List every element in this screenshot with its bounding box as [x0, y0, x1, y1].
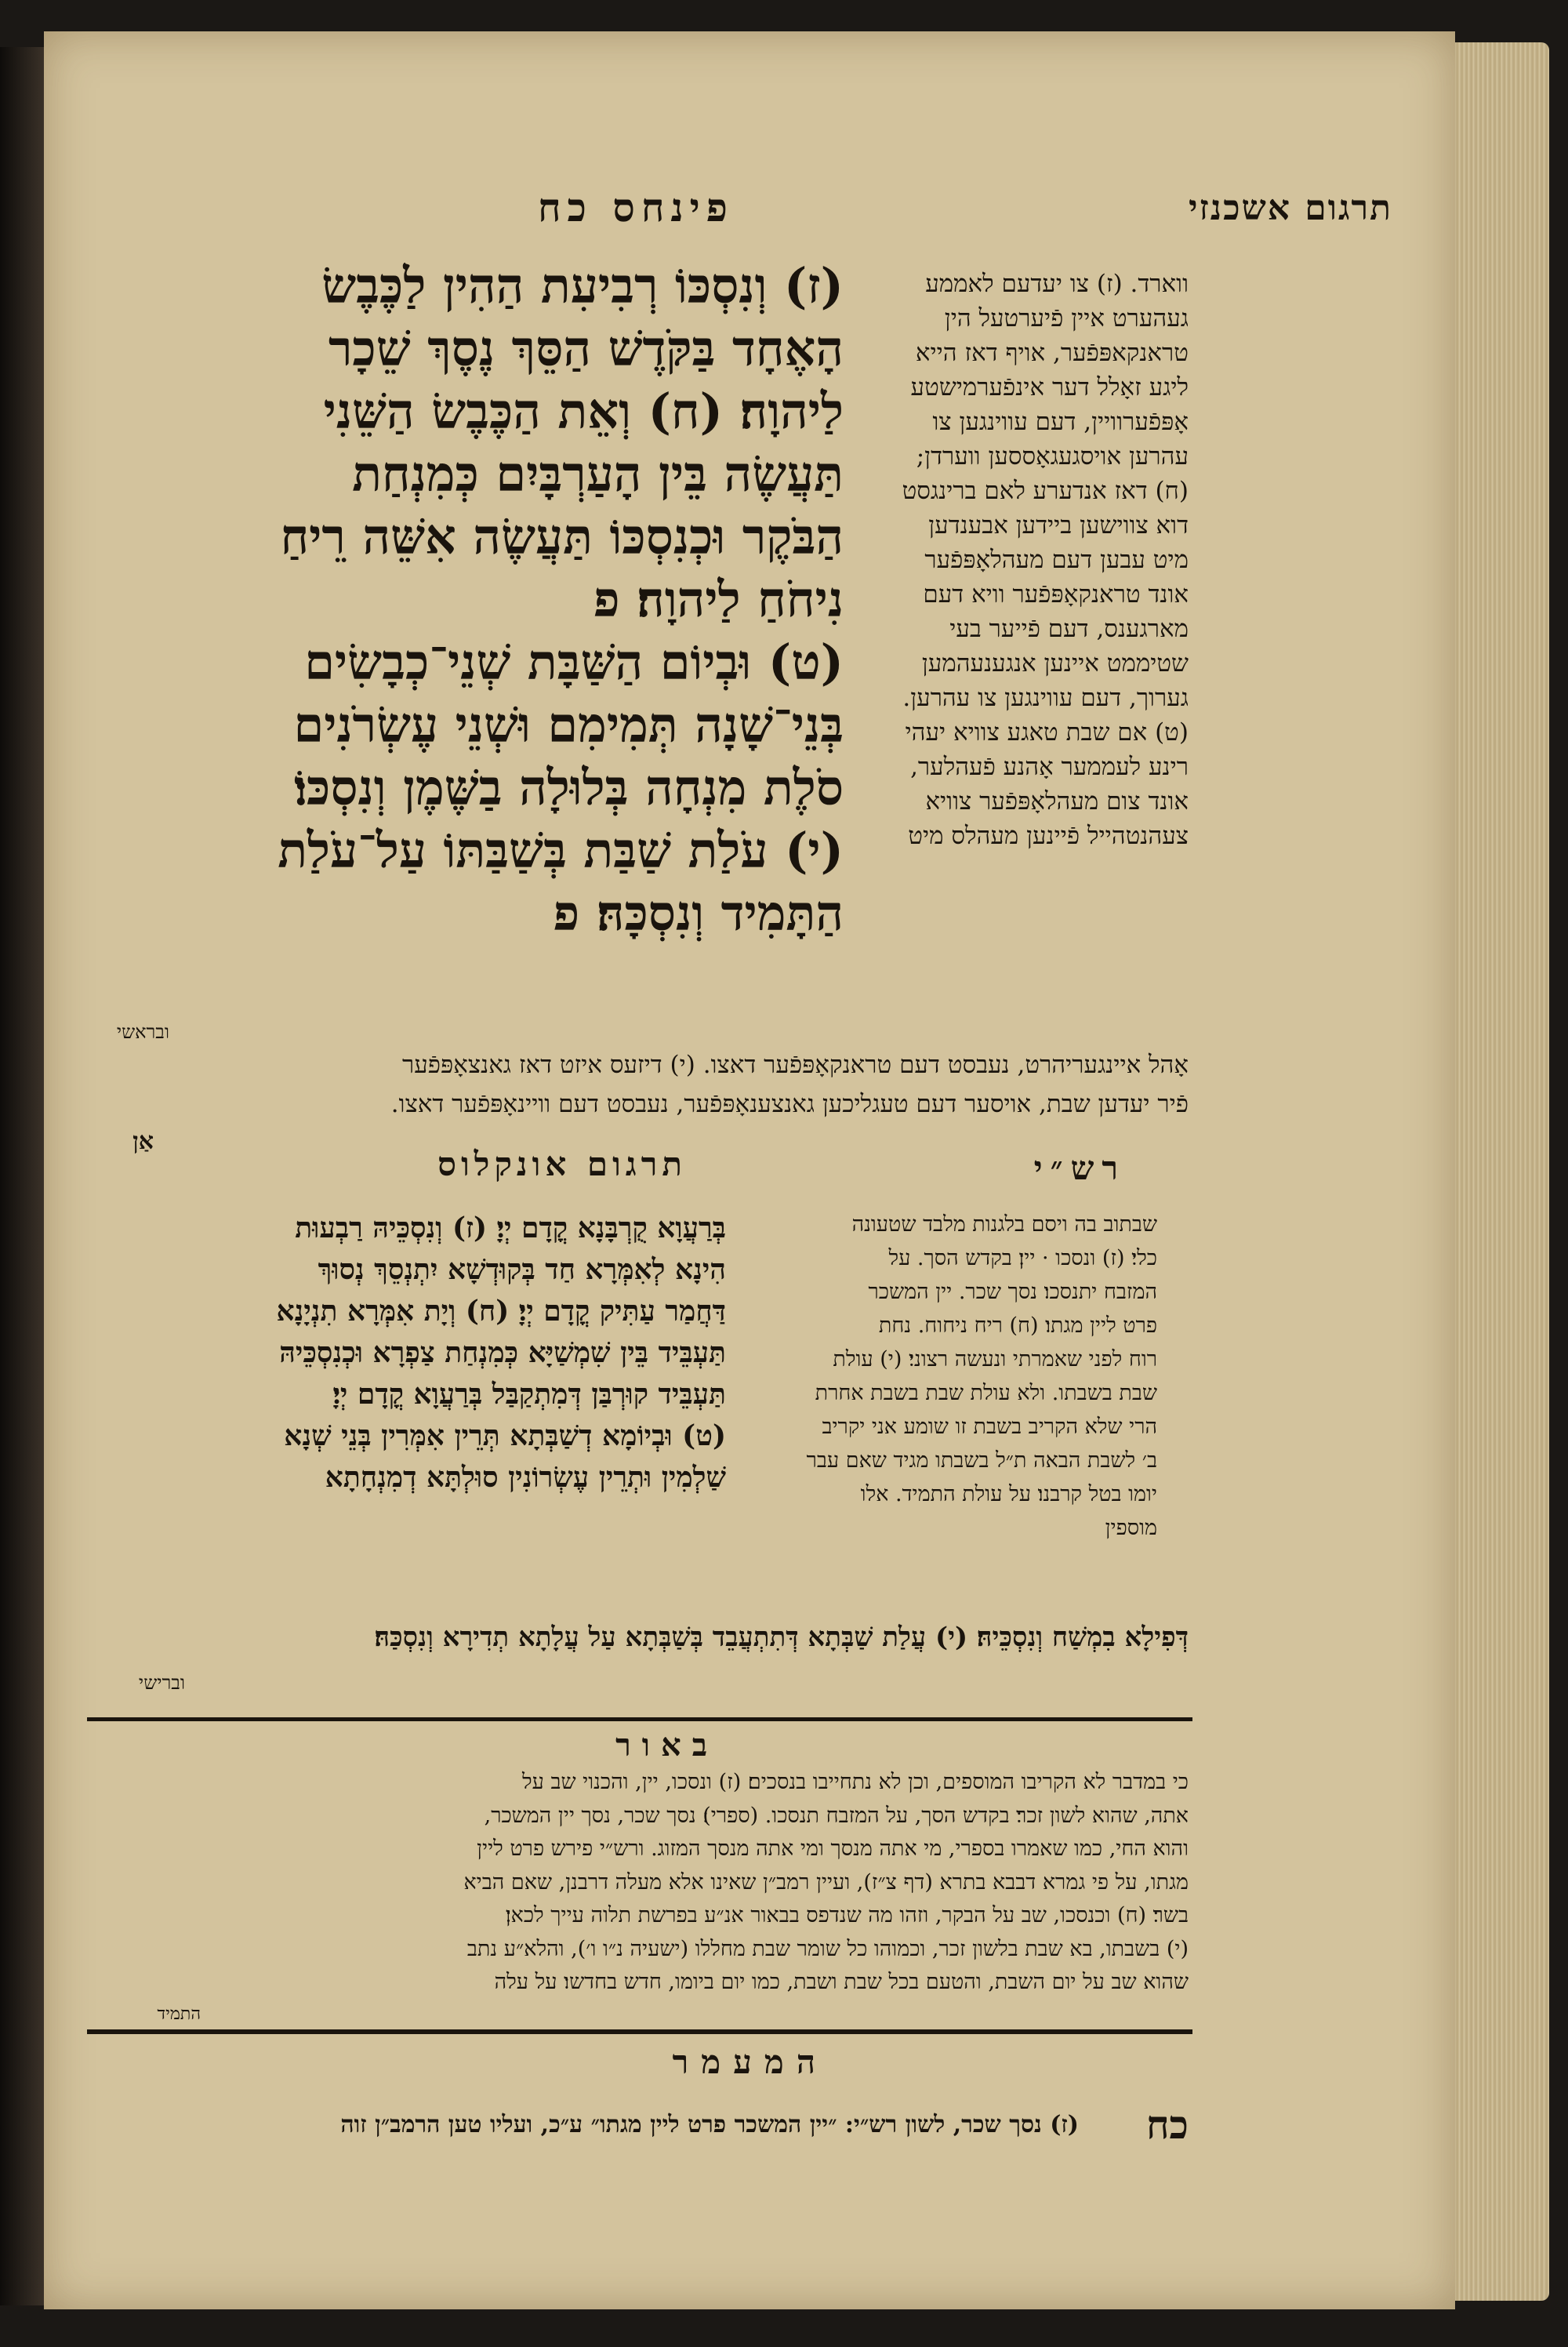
hameamer-chapter-label: כח: [1145, 2102, 1189, 2148]
book-page: [44, 31, 1455, 2309]
torah-line: (ט) וּבְיוֹם הַשַּׁבָּת שְׁנֵי־כְבָשִׂים: [304, 634, 844, 691]
biur-heading: באור: [615, 1727, 718, 1764]
onkelos-line: תַּעְבֵּיד בֵּין שִׁמְשַׁיָּא כְּמִנְחַת צַפְרָא וּכְנִסְכֵּיהּ: [279, 1336, 726, 1369]
targum-ashkenazi-line: עהרען אויסגעגאָססען ווערדן;: [916, 442, 1189, 470]
biur-line: אתה, שהוא לשון זכר׃ בקדש הסך, על המזבח תנסכו. (ספרי)׃ נסך שכר, נסך יין המשכר,: [484, 1803, 1189, 1828]
torah-line: (ז) וְנִסְכּוֹ רְבִיעִת הַהִין לַכֶּבֶשׂ: [321, 257, 844, 314]
onkelos-line: בְּרַעֲוָא קֻרְבָּנָא קֳדָם יְיָ׃ (ז) וְנִסְכֵּיהּ רַבְעוּת: [295, 1212, 726, 1244]
onkelos-line: (ט) וּבְיוֹמָא דְשַׁבְּתָא תְּרֵין אִמְּרִין בְּנֵי שְׁנָא: [284, 1419, 726, 1452]
targum-ashkenazi-line: רינע לעממער אָהנע פֿעהלער,: [910, 753, 1189, 781]
torah-text-column: [91, 255, 844, 945]
biur-line: מגתו, על פי גמרא דבבא בתרא (דף צ״ז), ועיין רמב״ן שאינו אלא מעלה דרבנן, שאם הביא: [463, 1869, 1189, 1895]
rashi-heading: רש״י: [1033, 1149, 1126, 1187]
rashi-line: יומו בטל קרבנו׃ על עולת התמיד. אלו: [860, 1482, 1157, 1506]
rashi-line: שבת בשבתו. ולא עולת שבת בשבת אחרת: [815, 1381, 1157, 1405]
rashi-column: [742, 1208, 1157, 1545]
biur-line: (י) בשבתו, בא שבת בלשון זכר, וכמוהו כל שומר שבת מחללו (ישעיה נ״ו ו׳), והלא״ע נתב: [466, 1936, 1189, 1961]
onkelos-line: דַּחֲמַר עַתִּיק קֳדָם יְיָ׃ (ח) וְיָת אִמְּרָא תִנְיָנָא: [276, 1295, 726, 1328]
biur-catchword: התמיד: [157, 2004, 201, 2024]
torah-line: (י) עֹלַת שַׁבַּת בְּשַׁבַּתּוֹ עַל־עֹלַת: [278, 822, 844, 879]
biur-line: כי במדבר לא הקריבו המוספים, וכן לא נתחייבו בנסכים׃ (ז) ונסכו, יין, והכנוי שב על: [521, 1770, 1189, 1794]
onkelos-line: תַּעְבֵּיד קוּרְבַּן דְּמִתְקַבַּל בְּרַעֲוָא קֳדָם יְיָ׃: [332, 1378, 726, 1411]
hameamer-line: (ז) נסך שכר, לשון רש״י: ״יין המשכר פרט ליין מגתו״ ע״כ, ועליו טען הרמב״ן זוה: [340, 2111, 1079, 2138]
biur-line: והוא החי, כמו שאמרו בספרי, מי אתה מנסך ומי אתה מנסך המזוג. ורש״י פירש פרט ליין: [477, 1837, 1189, 1861]
torah-line: לַיהוָה׃ (ח) וְאֵת הַכֶּבֶשׂ הַשֵּׁנִי: [323, 383, 844, 440]
divider-rule: [87, 2029, 1192, 2034]
targum-ashkenazi-line: געהערט איין פֿיערטעל הין: [944, 304, 1189, 332]
targum-ashkenazi-line: גערוך, דעם עווינגען צו עהרען.: [902, 684, 1189, 712]
torah-line: נִיחֹחַ לַיהוָה׃ פ: [593, 571, 844, 628]
torah-line: הָאֶחָד בַּקֹּדֶשׁ הַסֵּךְ נֶסֶךְ שֵׁכָר: [328, 320, 844, 377]
onkelos-catchword: וברישי: [138, 1672, 185, 1694]
torah-line: הַתָּמִיד וְנִסְכָּהּ׃ פ: [553, 885, 844, 942]
targum-ashkenazi-line: ווארד. (ז) צו יעדעם לאממע: [925, 270, 1189, 298]
book-page-edges: [1455, 42, 1549, 2301]
rashi-line: המזבח יתנסכו׃ נסך שכר. יין המשכר: [868, 1280, 1157, 1304]
book-spine-shadow: [0, 47, 44, 2305]
targum-ashkenazi-line: מיט עבען דעם מעהלאָפּפֿער: [924, 546, 1189, 574]
targum-ashkenazi-line: צעהנטהייל פֿיינען מעהלס מיט: [908, 822, 1189, 850]
onkelos-line: שַׁלְמִין וּתְרֵין עֶשְׂרוֹנִין סוּלְתָּא דְמִנְחָתָא: [325, 1461, 726, 1494]
divider-rule: [87, 1717, 1192, 1721]
onkelos-line: הִינָא לְאִמְּרָא חַד בְּקוּדְשָׁא יִתְנְסֵךְ נְסוּךְ: [318, 1253, 726, 1286]
torah-catchword: ובראשי: [116, 1021, 169, 1043]
biur-line: בשר׃ (ח) וכנסכו, שב על הבקר, וזהו מה שנדפס בבאור אנ״ע בפרשת תלוה עייך לכאן׃: [505, 1903, 1189, 1927]
torah-line: תַּעֲשֶׂה בֵּין הָעַרְבָּיִם כְּמִנְחַת: [352, 445, 844, 503]
targum-ashkenazi-line: אונד טראנקאָפּפֿער וויא דעם: [923, 580, 1189, 609]
torah-line: בְּנֵי־שָׁנָה תְּמִימִם וּשְׁנֵי עֶשְׂרֹנִים: [293, 696, 844, 754]
targum-ashkenazi-line: (ט) אם שבת טאגע צוויא יעהי: [905, 718, 1189, 747]
targum-ashkenazi-heading: תרגום אשכנזי: [1188, 188, 1392, 228]
onkelos-heading: תרגום אונקלוס: [437, 1145, 687, 1183]
torah-line: סֹלֶת מִנְחָה בְּלוּלָה בַשֶּׁמֶן וְנִסְכּוֹ׃: [294, 759, 844, 816]
onkelos-full-line: דְּפִילָא בִמְשַׁח וְנִסְכֵּיהּ׃ (י) עֲלַת שַׁבְּתָא דְּתִתְעֲבֵד בְּשַׁבְּתָא עַל עֲלָתָא תְדִירָא וְנִסְכַּהּ׃: [374, 1622, 1189, 1653]
torah-heading: פינחס כח: [537, 184, 734, 231]
targum-ashkenazi-line: אונד צום מעהלאָפּפֿער צוויא: [925, 787, 1189, 816]
rashi-line: ב׳ לשבת הבאה ת״ל בשבתו מגיד שאם עבר: [806, 1448, 1157, 1473]
rashi-line: כלי׃ (ז) ונסכו · יין׃ בקדש הסך. על: [888, 1246, 1157, 1270]
targum-ashkenazi-line: ליגע זאָלל דער אינפֿערמישטע: [910, 373, 1189, 401]
rashi-line: שבתוב בה ויסם בלגנות מלבד שטעונה: [851, 1212, 1157, 1237]
biur-line: שהוא שב על יום השבת, והטעם בכל שבת ושבת, כמו יום ביומו, חדש בחדשו׃ על עלה: [494, 1970, 1189, 1994]
targum-catchword: אַן: [132, 1128, 154, 1155]
targum-ashkenazi-full-line: אָהל איינגעריהרט, נעבסט דעם טראנקאָפּפֿער דאצו. (י) דיזעס איזט דאז גאנצאָפּפֿער: [402, 1051, 1189, 1079]
rashi-line: פרט ליין מגתו׃ (ח) ריח ניחוח. נחת: [878, 1313, 1157, 1338]
rashi-line: מוספין: [1105, 1516, 1157, 1540]
biur-column: [91, 1766, 1189, 2000]
targum-ashkenazi-line: שטיממט איינען אנגענעהמען: [921, 649, 1189, 678]
torah-line: הַבֹּקֶר וּכְנִסְכּוֹ תַּעֲשֶׂה אִשֵּׁה רֵיחַ: [280, 508, 844, 565]
rashi-line: רוח לפני שאמרתי ונעשה רצוני׃ (י) עולת: [833, 1347, 1157, 1372]
rashi-line: הרי שלא הקריב בשבת זו שומע אני יקריב: [822, 1415, 1157, 1439]
hameamer-heading: המעמר: [672, 2043, 828, 2081]
targum-ashkenazi-line: אָפּפֿערוויין, דעם עווינגען צו: [932, 408, 1189, 436]
onkelos-column: [91, 1208, 726, 1499]
targum-ashkenazi-line: טראנקאפּפֿער, אויף דאז הייא: [915, 339, 1189, 367]
targum-ashkenazi-line: (ח) דאז אנדערע לאם ברינגסט: [902, 477, 1189, 505]
targum-ashkenazi-line: מארגענס, דעם פֿייער בעי: [949, 615, 1189, 643]
targum-ashkenazi-line: דוא צווישען ביידען אבענדען: [928, 511, 1189, 540]
targum-ashkenazi-column: [851, 267, 1189, 853]
targum-ashkenazi-full-line: פֿיר יעדען שבת, אויסער דעם טעגליכען גאנצענאָפּפֿער, נעבסט דעם וויינאָפּפֿער דאצו.: [390, 1090, 1189, 1118]
